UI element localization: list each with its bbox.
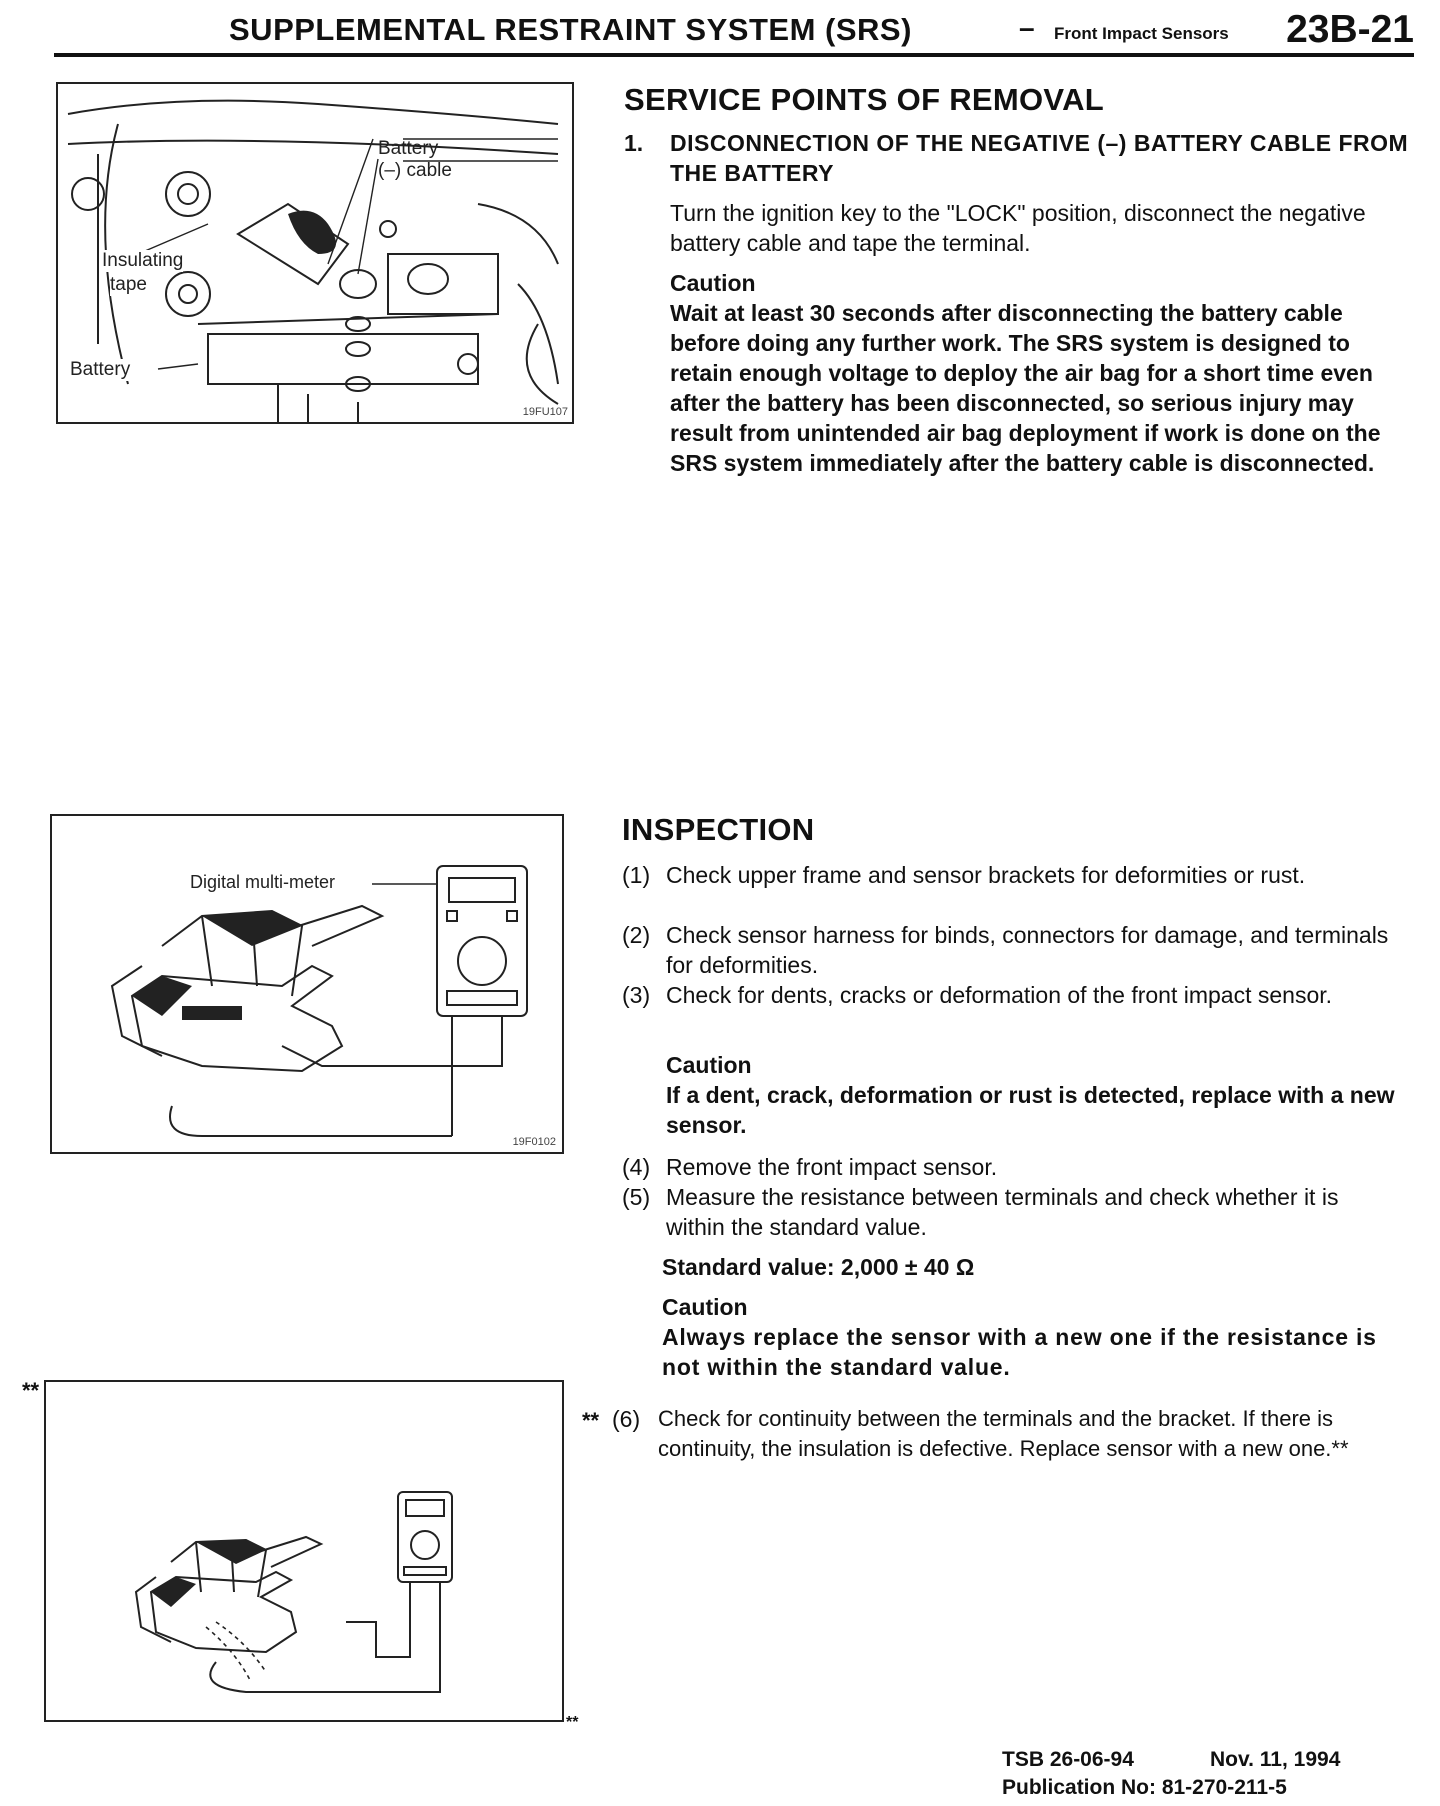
standard-value: Standard value: 2,000 ± 40 Ω [662,1254,975,1280]
header-rule [54,53,1414,57]
removal-step-number: 1. [624,130,644,156]
multimeter-figure [50,814,564,1154]
header-subtitle: Front Impact Sensors [1054,24,1229,43]
header-title: SUPPLEMENTAL RESTRAINT SYSTEM (SRS) [229,12,912,47]
inspection-item-num-2: (2) [622,922,651,948]
inspection-caution1-text: If a dent, crack, deformation or rust is detected, replace with a new sensor. [666,1082,1395,1138]
inspection-item-1: Check upper frame and sensor brackets for deformities or rust. [666,862,1306,888]
page-number: 23B-21 [1286,8,1414,51]
multimeter-illustration [52,816,562,1152]
label-digital-multimeter: Digital multi-meter [190,872,336,892]
removal-step-title: DISCONNECTION OF THE NEGATIVE (–) BATTERY CABLE FROM THE BATTERY [670,130,1409,186]
inspection-item-5: Measure the resistance between terminals and check whether it is within the standard value. [666,1184,1339,1240]
inspection-item-4: Remove the front impact sensor. [666,1154,998,1180]
footer-publication: Publication No: 81-270-211-5 [1002,1776,1287,1799]
removal-heading: SERVICE POINTS OF REMOVAL [624,82,1105,117]
inspection-item-2: Check sensor harness for binds, connectors for damage, and terminals for deformities. [666,922,1389,978]
inspection-item-num-6: (6) [612,1406,641,1432]
inspection-item-num-5: (5) [622,1184,651,1210]
inspection-caution2-text: Always replace the sensor with a new one if the resistance is not within the standard value. [662,1324,1377,1380]
label-battery-cable: Battery [378,138,439,159]
inspection-item-num-1: (1) [622,862,651,888]
inspection-item-3: Check for dents, cracks or deformation of the front impact sensor. [666,982,1333,1008]
inspection-caution1-label: Caution [666,1052,752,1078]
figure-code: 19FU107 [522,406,568,418]
label-insulating-tape-2: tape [110,274,147,295]
continuity-illustration [46,1382,562,1720]
continuity-figure [44,1380,564,1722]
removal-step-text: Turn the ignition key to the "LOCK" position, disconnect the negative battery cable and tape the terminal. [670,200,1366,256]
inspection-item-6: Check for continuity between the terminals and the bracket. If there is continuity, the insulation is defective. Replace sensor with a new one.** [658,1406,1349,1461]
removal-caution-label: Caution [670,270,756,296]
footer-tsb: TSB 26-06-94 [1002,1748,1134,1771]
figure3-star-bottom: ** [566,1714,579,1731]
inspection-item-num-4: (4) [622,1154,651,1180]
inspection-heading: INSPECTION [622,812,815,847]
label-insulating-tape: Insulating [102,250,184,271]
inspection-item-num-3: (3) [622,982,651,1008]
page-header [54,10,1414,50]
item6-marker: ** [582,1408,600,1433]
label-battery: Battery [70,359,131,380]
removal-caution-text: Wait at least 30 seconds after disconnecting the battery cable before doing any further work. The SRS system is designed to retain enough voltage to deploy the air bag for a short time even after the battery has been disconnected, so serious injury may result from unintended air bag deployment if work is done on the SRS system immediately after the battery cable is disconnected. [670,300,1381,476]
inspection-caution2-label: Caution [662,1294,748,1320]
footer-date: Nov. 11, 1994 [1210,1748,1341,1771]
header-dash: – [1019,12,1035,43]
label-battery-cable-sign: (–) cable [378,160,452,181]
figure2-code: 19F0102 [512,1136,556,1148]
figure3-star-top: ** [22,1378,40,1403]
battery-figure [56,82,574,424]
